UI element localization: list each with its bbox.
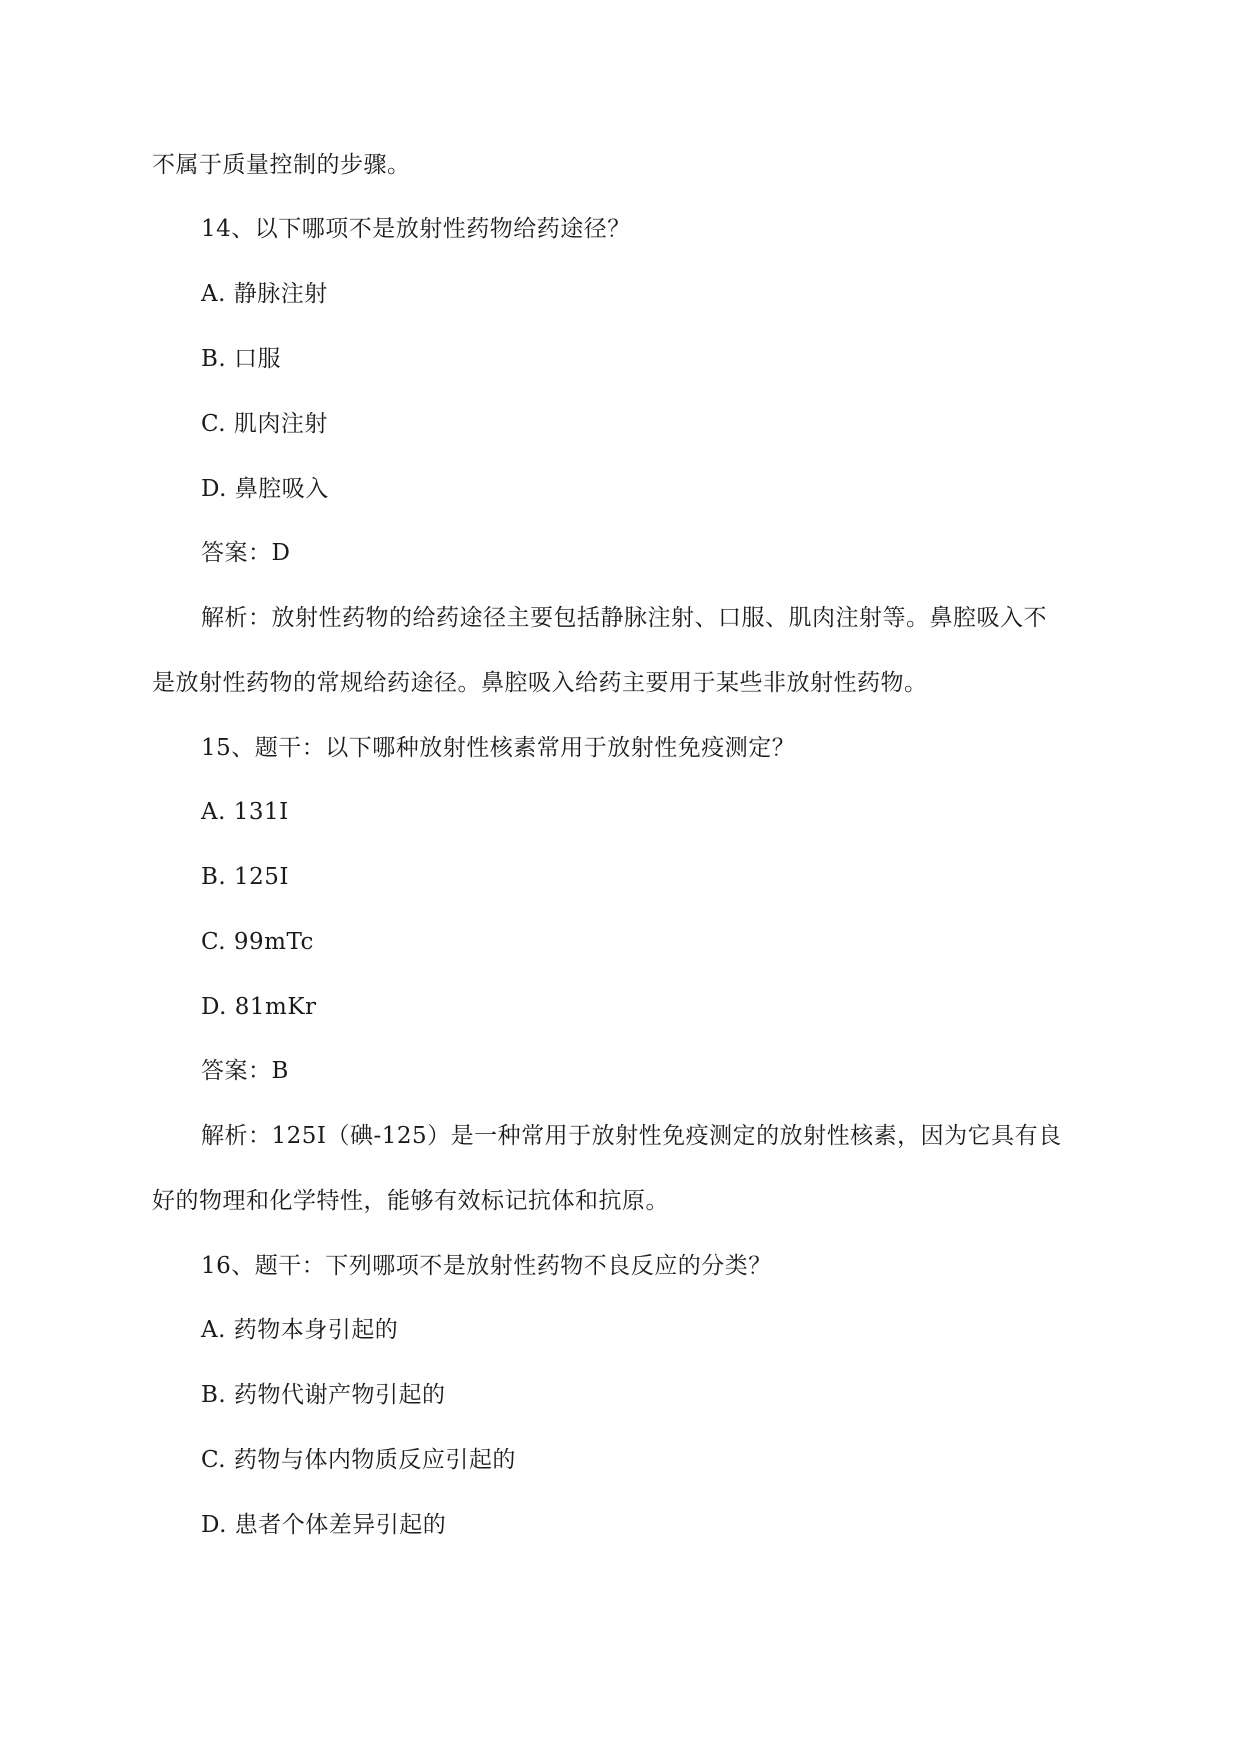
question-14-option-c: C. 肌肉注射 (201, 411, 328, 437)
question-14-option-d: D. 鼻腔吸入 (201, 476, 329, 502)
question-14-analysis-line-2: 是放射性药物的常规给药途径。鼻腔吸入给药主要用于某些非放射性药物。 (152, 670, 928, 696)
question-16-option-d: D. 患者个体差异引起的 (201, 1512, 447, 1538)
question-15-stem: 15、题干：以下哪种放射性核素常用于放射性免疫测定？ (201, 735, 796, 761)
question-15-option-b: B. 125I (201, 864, 290, 890)
question-15-option-c: C. 99mTc (201, 929, 314, 955)
question-14-stem: 14、以下哪项不是放射性药物给药途径？ (201, 216, 631, 242)
question-16-option-a: A. 药物本身引起的 (201, 1317, 399, 1343)
question-16-option-c: C. 药物与体内物质反应引起的 (201, 1447, 516, 1473)
question-14-option-a: A. 静脉注射 (201, 281, 328, 307)
question-16-option-b: B. 药物代谢产物引起的 (201, 1382, 446, 1408)
question-14-analysis-line-1: 解析：放射性药物的给药途径主要包括静脉注射、口服、肌肉注射等。鼻腔吸入不 (201, 605, 1047, 631)
question-15-option-a: A. 131I (201, 799, 289, 825)
continuation-text: 不属于质量控制的步骤。 (152, 152, 411, 178)
question-15-analysis-line-2: 好的物理和化学特性，能够有效标记抗体和抗原。 (152, 1188, 669, 1214)
question-15-answer: 答案：B (201, 1058, 289, 1084)
question-16-stem: 16、题干：下列哪项不是放射性药物不良反应的分类？ (201, 1253, 772, 1279)
question-15-option-d: D. 81mKr (201, 994, 317, 1020)
question-14-answer: 答案：D (201, 540, 291, 566)
question-14-option-b: B. 口服 (201, 346, 282, 372)
question-15-analysis-line-1: 解析：125I（碘-125）是一种常用于放射性免疫测定的放射性核素，因为它具有良 (201, 1123, 1062, 1149)
